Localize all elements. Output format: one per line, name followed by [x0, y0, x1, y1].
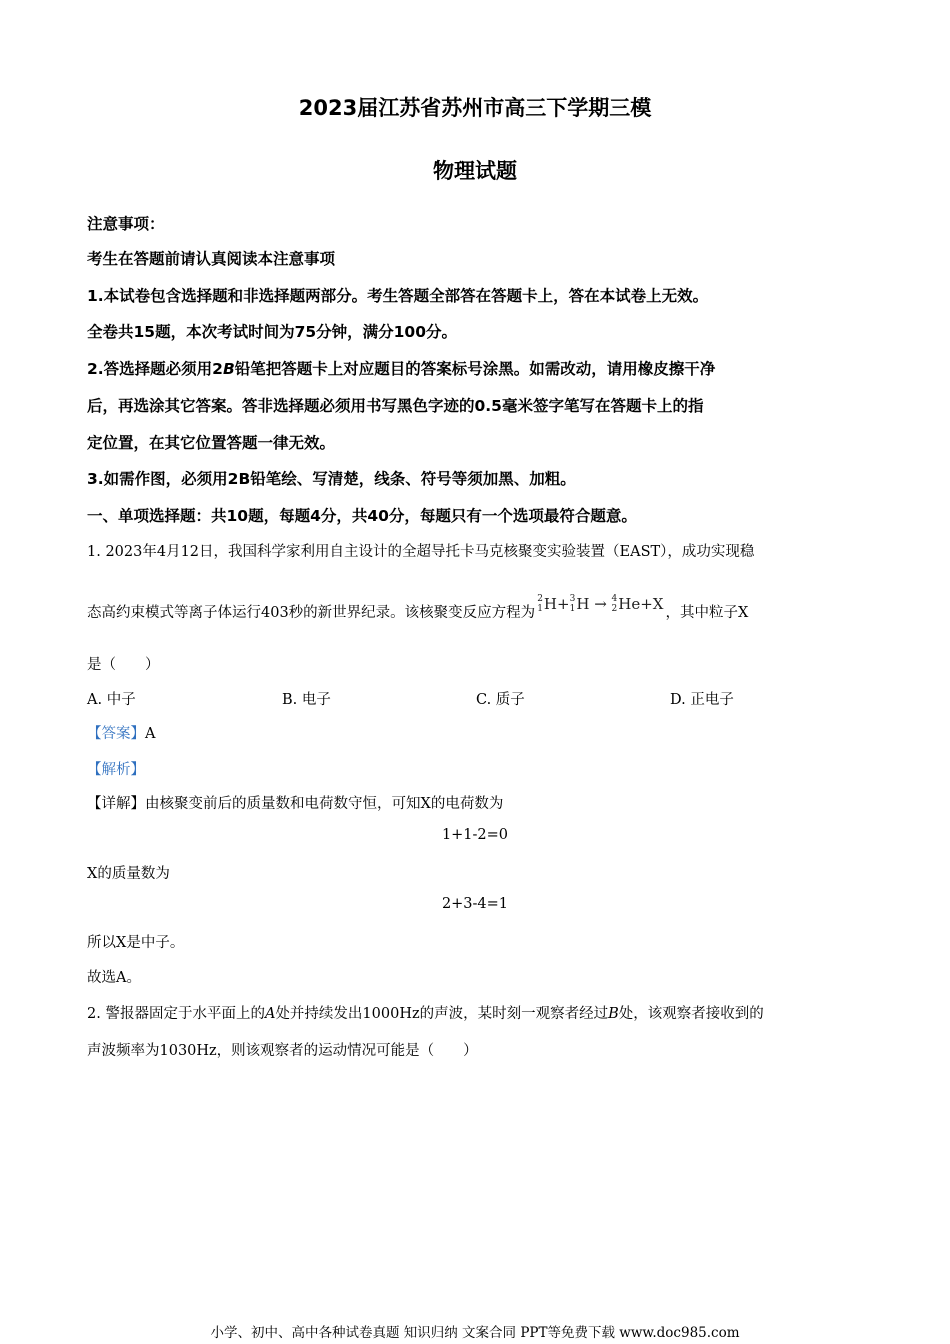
- q2-line-1: [87, 1002, 877, 1023]
- notice-item-1: 1.本试卷包含选择题和非选择题两部分。考生答题全部答在答题卡上，答在本试卷上无效。: [87, 287, 709, 305]
- notice-intro: 考生在答题前请认真阅读本注意事项: [87, 250, 336, 268]
- notice-item-2-cont: 后，再选涂其它答案。答非选择题必须用书写黑色字迹的0.5毫米签字笔写在答题卡上的指: [87, 397, 704, 415]
- q2-point-b: B: [608, 1006, 619, 1022]
- notice-item-3: 3.如需作图，必须用2B铅笔绘、写清楚，线条、符号等须加黑、加粗。: [87, 470, 576, 488]
- section-heading: 一、单项选择题：共10题，每题4分，共40分，每题只有一个选项最符合题意。: [87, 507, 637, 525]
- he-mass: 4: [611, 594, 618, 604]
- q1-line-2: [87, 594, 877, 623]
- notice-item-2: [87, 357, 887, 379]
- q1-line-2-post: ，其中粒子X: [665, 605, 749, 621]
- q2-line-2: 声波频率为1030Hz，则该观察者的运动情况可能是（ ）: [87, 1043, 478, 1059]
- h3-symbol: H: [576, 595, 590, 613]
- q1-line-2-pre: 态高约束模式等离子体运行403秒的新世界纪录。该核聚变反应方程为: [87, 605, 536, 621]
- h2-mass: 2: [537, 594, 543, 604]
- q1-line-3: 是（ ）: [87, 657, 160, 673]
- mass-equation: 2+3-4=1: [441, 896, 509, 912]
- page-footer: 小学、初中、高中各种试卷真题 知识归纳 文案合同 PPT等免费下载 www.doc985.com: [210, 1325, 740, 1341]
- q1-conclusion: 所以X是中子。: [87, 935, 185, 951]
- notice-item-2-end: 定位置，在其它位置答题一律无效。: [87, 434, 336, 452]
- q1-detail: [87, 792, 877, 813]
- notice-item-1-cont: 全卷共15题，本次考试时间为75分钟，满分100分。: [87, 323, 457, 341]
- mass-text: X的质量数为: [87, 866, 170, 882]
- notice-item-2-pre: 2.答选择题必须用2: [87, 360, 223, 378]
- exam-title: 2023届江苏省苏州市高三下学期三模: [298, 96, 652, 120]
- fusion-equation: [537, 595, 663, 615]
- he-symbol: He+X: [618, 595, 664, 613]
- he-nuclide-numbers: [612, 594, 618, 614]
- answer-tag: 【答案】: [87, 726, 145, 742]
- q1-option-c: C. 质子: [476, 692, 525, 708]
- q1-line-1: 1. 2023年4月12日，我国科学家利用自主设计的全超导托卡马克核聚变实验装置（EAST），成功实现稳: [87, 544, 755, 560]
- q2-text-b: 处并持续发出1000Hz的声波，某时刻一观察者经过: [275, 1006, 609, 1022]
- h2-charge: 1: [537, 604, 543, 614]
- h3-nuclide-numbers: [570, 594, 576, 614]
- analysis-tag: 【解析】: [87, 762, 145, 778]
- detail-text: 由核聚变前后的质量数和电荷数守恒，可知X的电荷数为: [145, 796, 504, 812]
- q1-option-b: B. 电子: [282, 692, 331, 708]
- answer-value: A: [145, 726, 156, 742]
- reaction-arrow: →: [594, 595, 607, 613]
- charge-equation: 1+1-2=0: [441, 827, 509, 843]
- q1-option-a: A. 中子: [87, 692, 136, 708]
- q2-text-a: 2. 警报器固定于水平面上的: [87, 1006, 265, 1022]
- detail-tag: 【详解】: [87, 796, 145, 812]
- notice-item-2-post: 铅笔把答题卡上对应题目的答案标号涂黑。如需改动，请用橡皮擦干净: [234, 360, 716, 378]
- q1-answer: [87, 722, 877, 743]
- notice-heading: 注意事项：: [87, 215, 165, 233]
- q1-choice: 故选A。: [87, 970, 141, 986]
- h3-charge: 1: [569, 604, 576, 614]
- h2-nuclide-numbers: [537, 594, 543, 614]
- q2-text-c: 处，该观察者接收到的: [618, 1006, 764, 1022]
- notice-item-2-b: B: [222, 360, 235, 378]
- h3-mass: 3: [569, 594, 576, 604]
- he-charge: 2: [611, 604, 618, 614]
- q2-point-a: A: [264, 1006, 276, 1022]
- q1-option-d: D. 正电子: [670, 692, 734, 708]
- h2-symbol: H+: [543, 595, 570, 613]
- exam-subtitle: 物理试题: [433, 159, 517, 183]
